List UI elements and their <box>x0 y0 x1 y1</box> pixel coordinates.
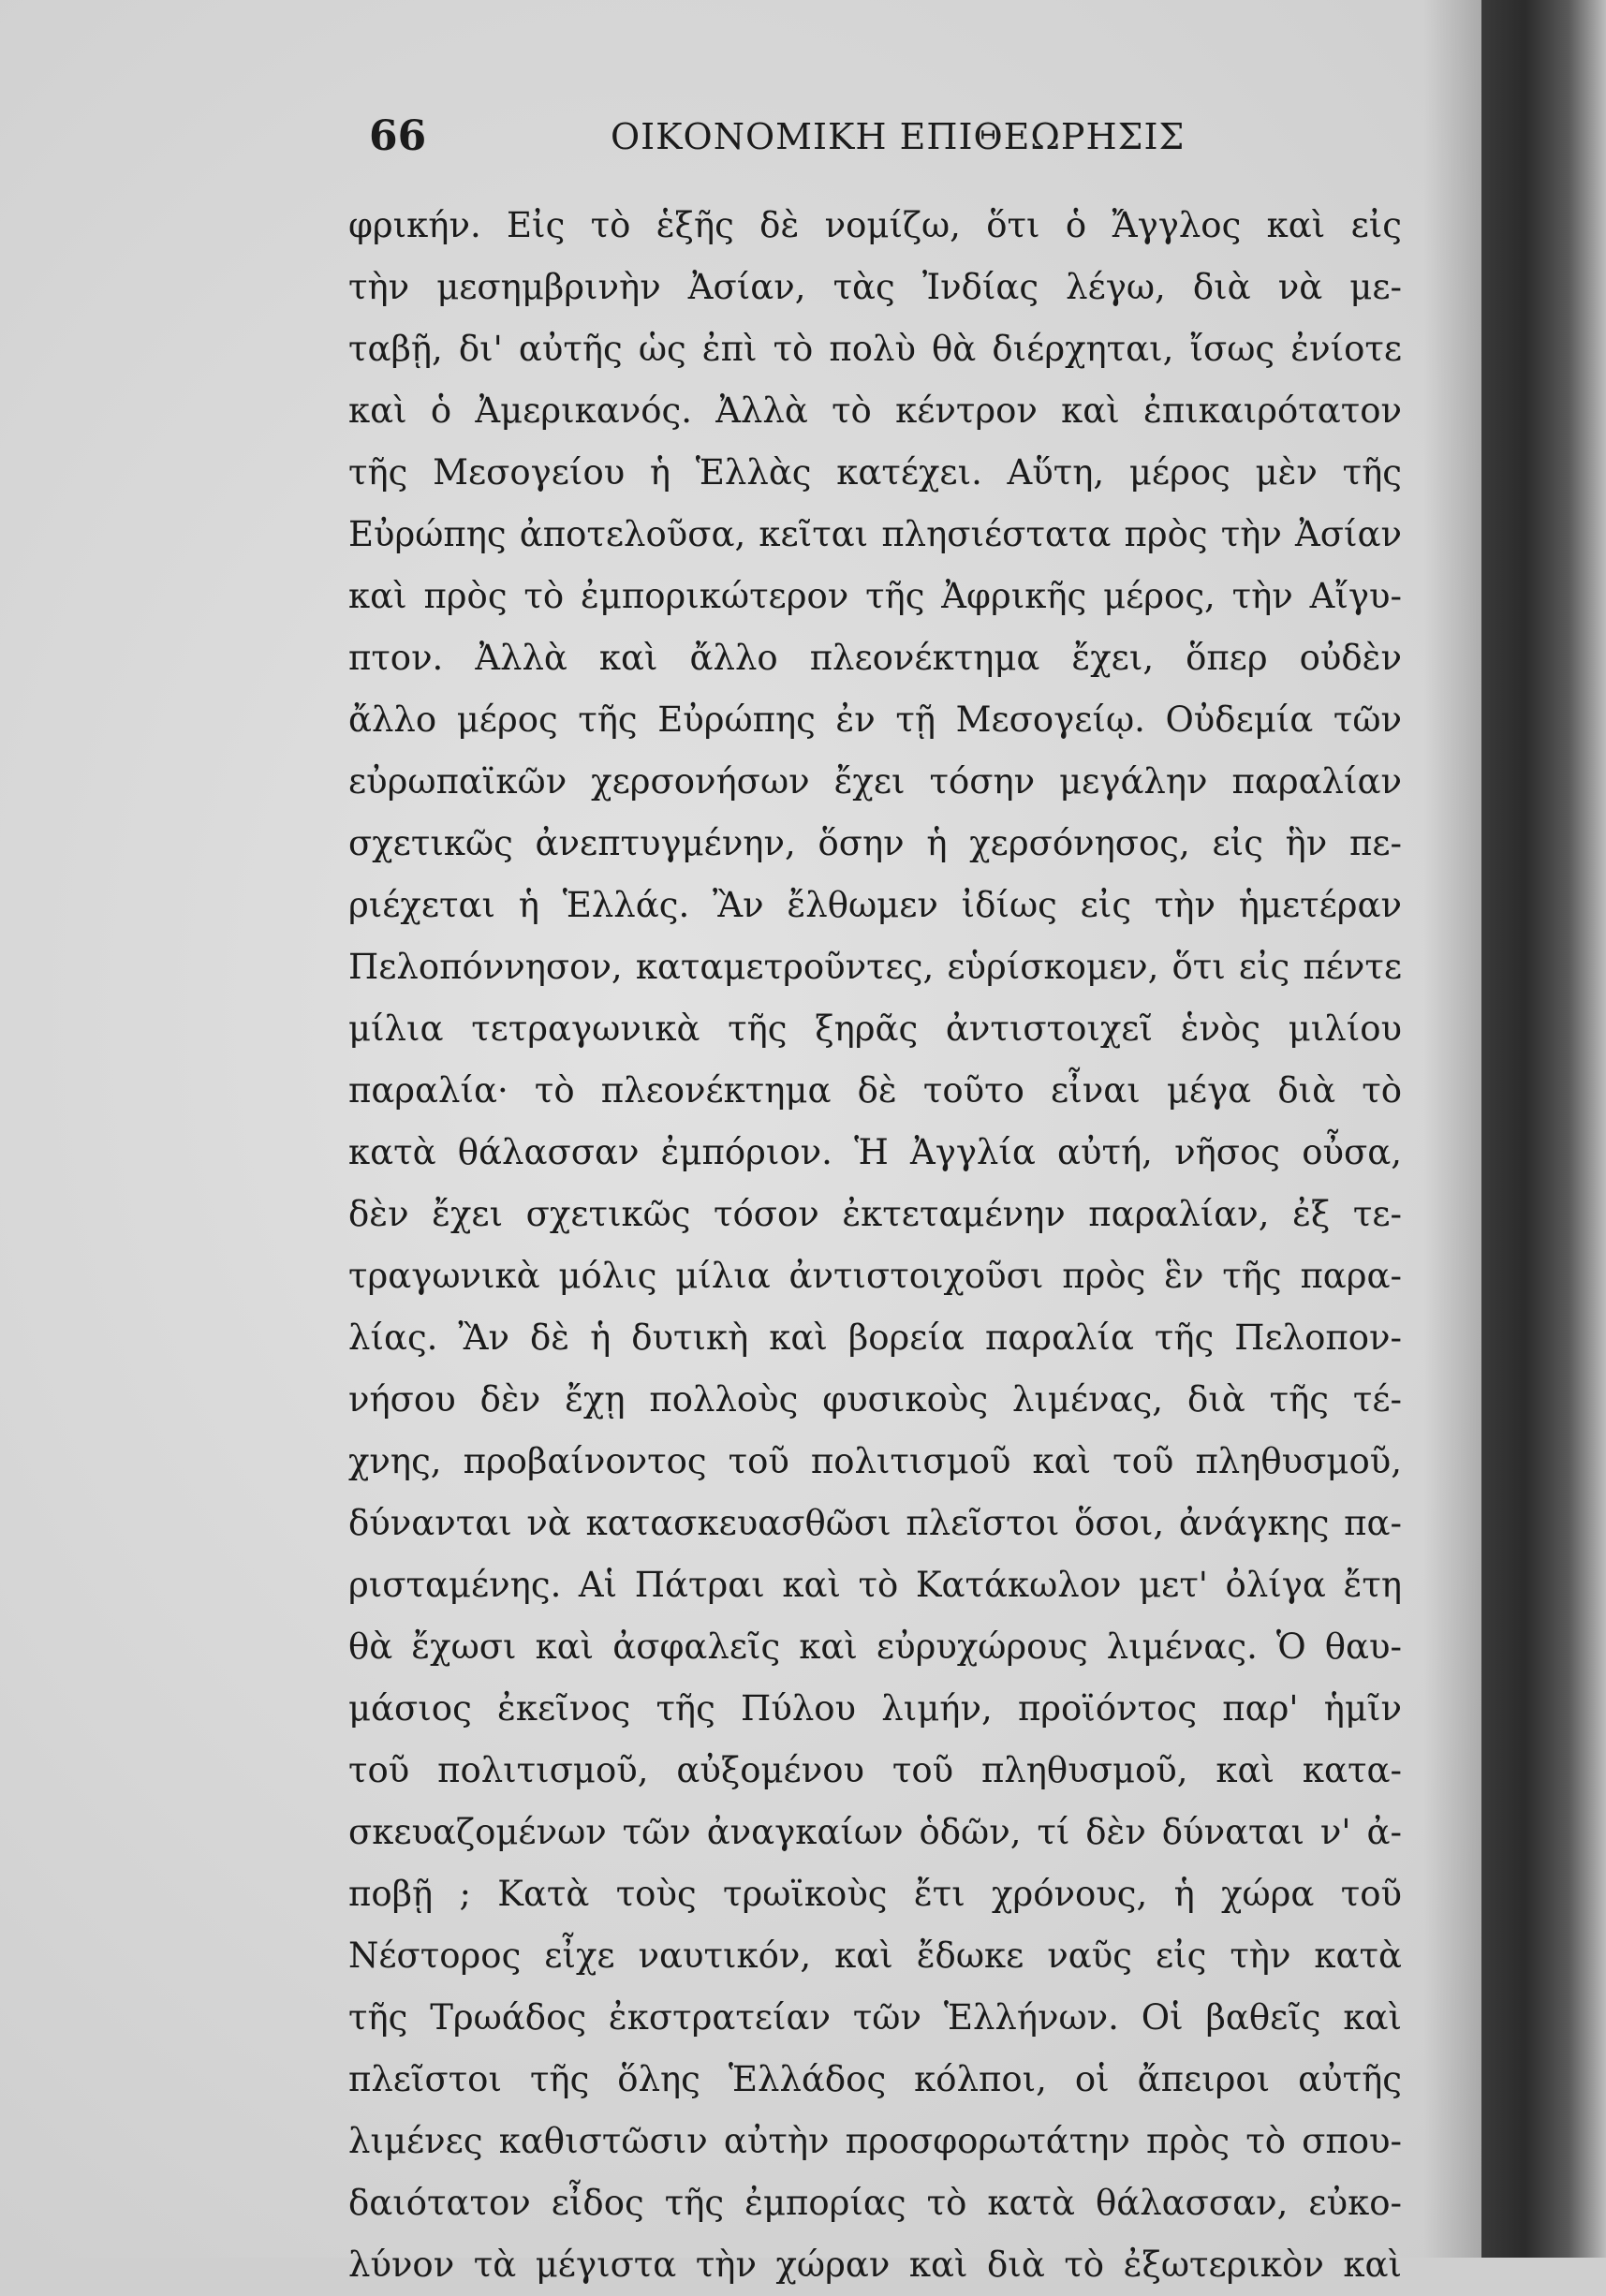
text-line: θὰ ἔχωσι καὶ ἀσφαλεῖς καὶ εὐρυχώρους λιμένας. Ὁ θαυ- <box>348 1626 1402 1667</box>
text-line: δύνανται νὰ κατασκευασθῶσι πλεῖστοι ὅσοι, ἀνάγκης πα- <box>348 1503 1402 1543</box>
page-number: 66 <box>369 112 427 160</box>
text-line: δὲν ἔχει σχετικῶς τόσον ἐκτεταμένην παραλίαν, ἐξ τε- <box>348 1194 1402 1234</box>
text-line: κατὰ θάλασσαν ἐμπόριον. Ἡ Ἀγγλία αὐτή, νῆσος οὖσα, <box>348 1132 1402 1172</box>
text-line: μίλια τετραγωνικὰ τῆς ξηρᾶς ἀντιστοιχεῖ ἑνὸς μιλίου <box>348 1008 1402 1049</box>
text-line: λύνον τὰ μέγιστα τὴν χώραν καὶ διὰ τὸ ἐξωτερικὸν καὶ <box>348 2244 1402 2285</box>
text-line: ἄλλο μέρος τῆς Εὐρώπης ἐν τῇ Μεσογείῳ. Οὐδεμία τῶν <box>348 699 1402 740</box>
text-line: πτον. Ἀλλὰ καὶ ἄλλο πλεονέκτημα ἔχει, ὅπερ οὐδὲν <box>348 638 1402 678</box>
text-line: τὴν μεσημβρινὴν Ἀσίαν, τὰς Ἰνδίας λέγω, διὰ νὰ με- <box>348 267 1402 307</box>
text-line: δαιότατον εἶδος τῆς ἐμπορίας τὸ κατὰ θάλασσαν, εὐκο- <box>348 2183 1402 2223</box>
text-line: χνης, προβαίνοντος τοῦ πολιτισμοῦ καὶ τοῦ πληθυσμοῦ, <box>348 1441 1402 1481</box>
text-line: ρισταμένης. Αἱ Πάτραι καὶ τὸ Κατάκωλον μετ' ὀλίγα ἔτη <box>348 1565 1402 1605</box>
text-line: σχετικῶς ἀνεπτυγμένην, ὅσην ἡ χερσόνησος, εἰς ἣν πε- <box>348 823 1402 863</box>
text-line: τῆς Τρωάδος ἐκστρατείαν τῶν Ἑλλήνων. Οἱ βαθεῖς καὶ <box>348 1997 1402 2038</box>
text-line: καὶ ὁ Ἀμερικανός. Ἀλλὰ τὸ κέντρον καὶ ἐπικαιρότατον <box>348 390 1402 431</box>
text-line: ριέχεται ἡ Ἑλλάς. Ἂν ἔλθωμεν ἰδίως εἰς τὴν ἡμετέραν <box>348 885 1402 925</box>
page-header <box>348 101 1402 169</box>
text-line: καὶ πρὸς τὸ ἐμπορικώτερον τῆς Ἀφρικῆς μέρος, τὴν Αἴγυ- <box>348 576 1402 616</box>
text-line: τῆς Μεσογείου ἡ Ἑλλὰς κατέχει. Αὕτη, μέρος μὲν τῆς <box>348 452 1402 493</box>
text-line: τοῦ πολιτισμοῦ, αὐξομένου τοῦ πληθυσμοῦ, καὶ κατα- <box>348 1750 1402 1790</box>
text-line: σκευαζομένων τῶν ἀναγκαίων ὁδῶν, τί δὲν δύναται ν' ἀ- <box>348 1812 1402 1852</box>
book-page <box>348 101 1402 2285</box>
text-line: λίας. Ἂν δὲ ἡ δυτικὴ καὶ βορεία παραλία τῆς Πελοπον- <box>348 1317 1402 1358</box>
text-line: εὐρωπαϊκῶν χερσονήσων ἔχει τόσην μεγάλην παραλίαν <box>348 761 1402 802</box>
text-line: Νέστορος εἶχε ναυτικόν, καὶ ἔδωκε ναῦς εἰς τὴν κατὰ <box>348 1935 1402 1976</box>
text-line: Εὐρώπης ἀποτελοῦσα, κεῖται πλησιέστατα πρὸς τὴν Ἀσίαν <box>348 514 1402 554</box>
running-head: ΟΙΚΟΝΟΜΙΚΗ ΕΠΙΘΕΩΡΗΣΙΣ <box>611 116 1186 157</box>
text-line: μάσιος ἐκεῖνος τῆς Πύλου λιμήν, προϊόντος παρ' ἡμῖν <box>348 1688 1402 1729</box>
gutter-shadow <box>1423 0 1481 2258</box>
text-line: παραλία· τὸ πλεονέκτημα δὲ τοῦτο εἶναι μέγα διὰ τὸ <box>348 1070 1402 1111</box>
text-line: φρικήν. Εἰς τὸ ἑξῆς δὲ νομίζω, ὅτι ὁ Ἄγγλος καὶ εἰς <box>348 205 1402 245</box>
text-line: ταβῇ, δι' αὐτῆς ὡς ἐπὶ τὸ πολὺ θὰ διέρχηται, ἴσως ἐνίοτε <box>348 329 1402 369</box>
text-line: πλεῖστοι τῆς ὅλης Ἑλλάδος κόλποι, οἱ ἄπειροι αὐτῆς <box>348 2059 1402 2099</box>
text-line: ποβῇ ; Κατὰ τοὺς τρωϊκοὺς ἔτι χρόνους, ἡ χώρα τοῦ <box>348 1874 1402 1914</box>
body-text <box>348 195 1402 2296</box>
book-spine <box>1481 0 1606 2258</box>
text-line: νήσου δὲν ἔχῃ πολλοὺς φυσικοὺς λιμένας, διὰ τῆς τέ- <box>348 1379 1402 1420</box>
text-line: λιμένες καθιστῶσιν αὐτὴν προσφορωτάτην πρὸς τὸ σπου- <box>348 2121 1402 2161</box>
text-line: τραγωνικὰ μόλις μίλια ἀντιστοιχοῦσι πρὸς ἓν τῆς παρα- <box>348 1256 1402 1296</box>
text-line: Πελοπόννησον, καταμετροῦντες, εὑρίσκομεν, ὅτι εἰς πέντε <box>348 947 1402 987</box>
